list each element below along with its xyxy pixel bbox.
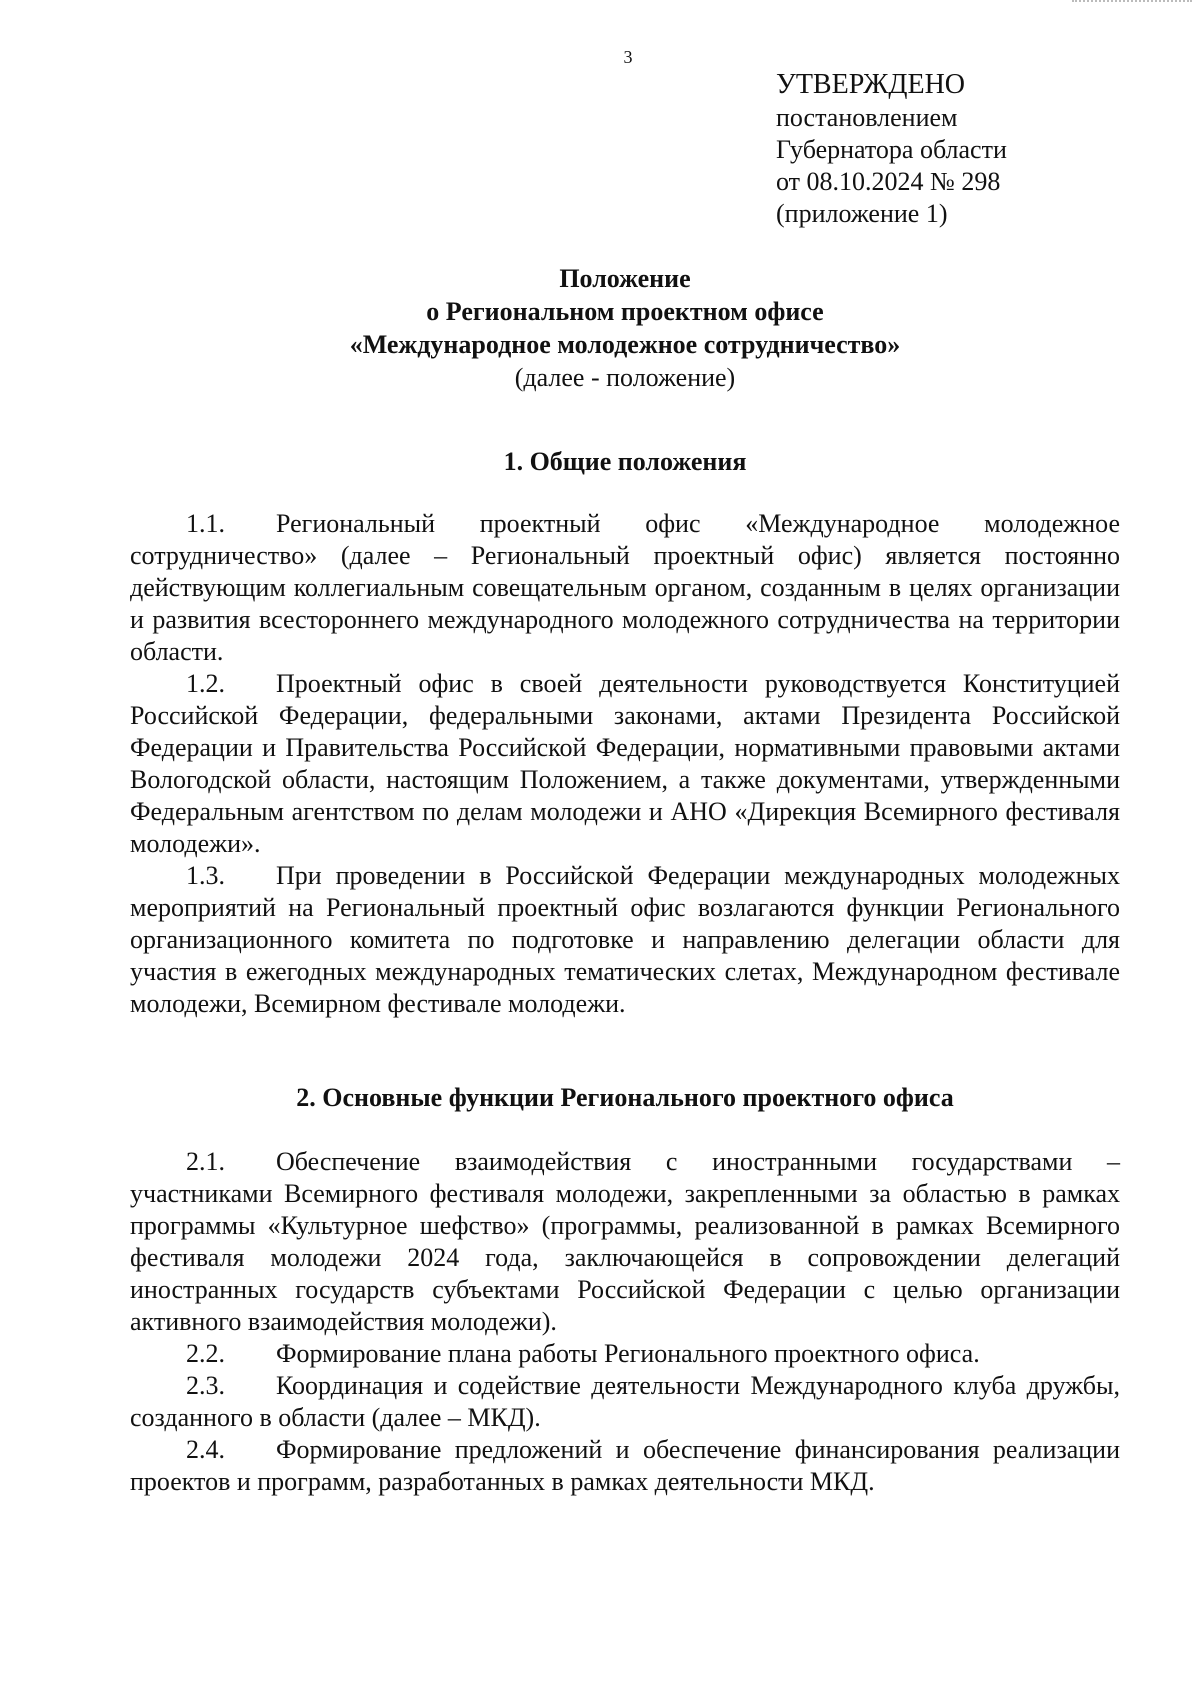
paragraph-2-3 xyxy=(130,1370,1120,1434)
scan-edge-mark xyxy=(1072,0,1192,6)
paragraph-1-1 xyxy=(130,508,1120,668)
title-line-2: о Региональном проектном офисе xyxy=(426,297,824,326)
paragraph-number: 2.3. xyxy=(186,1371,225,1400)
paragraph-text: Обеспечение взаимодействия с иностранными государствами – участниками Всемирного фестиваля молодежи, закрепленными за областью в рамках программы «Культурное шефство» (программы, реализованной в рамках Всемирного фестиваля молодежи 2024 года, заключающейся в сопровождении делегаций иностранных государств субъектами Российской Федерации с целью организации активного взаимодействия молодежи). xyxy=(130,1147,1120,1336)
paragraph-text: При проведении в Российской Федерации международных молодежных мероприятий на Региональный проектный офис возлагаются функции Регионального организационного комитета по подготовке и направлению делегации области для участия в ежегодных международных тематических слетах, Международном фестивале молодежи, Всемирном фестивале молодежи. xyxy=(130,861,1120,1018)
approval-line-4: (приложение 1) xyxy=(776,199,948,228)
paragraph-number: 1.2. xyxy=(186,669,225,698)
approval-heading: УТВЕРЖДЕНО xyxy=(776,69,966,100)
section-2-body xyxy=(130,1146,1120,1498)
approval-line-3: от 08.10.2024 № 298 xyxy=(776,167,1001,196)
title-line-1: Положение xyxy=(559,264,691,293)
paragraph-text: Формирование предложений и обеспечение финансирования реализации проектов и программ, разработанных в рамках деятельности МКД. xyxy=(130,1435,1120,1496)
section-2-heading: 2. Основные функции Регионального проектного офиса xyxy=(296,1083,954,1112)
paragraph-number: 2.4. xyxy=(186,1435,225,1464)
paragraph-2-2 xyxy=(130,1338,1120,1370)
approval-line-1: постановлением xyxy=(776,103,958,132)
section-1-body xyxy=(130,508,1120,1020)
paragraph-2-1 xyxy=(130,1146,1120,1338)
paragraph-text: Региональный проектный офис «Международное молодежное сотрудничество» (далее – Региональный проектный офис) является постоянно действующим коллегиальным совещательным органом, созданным в целях организации и развития всестороннего международного молодежного сотрудничества на территории области. xyxy=(130,509,1120,666)
section-1-heading: 1. Общие положения xyxy=(503,447,747,476)
paragraph-text: Проектный офис в своей деятельности руководствуется Конституцией Российской Федерации, федеральными законами, актами Президента Российской Федерации и Правительства Российской Федерации, нормативными правовыми актами Вологодской области, настоящим Положением, а также документами, утвержденными Федеральным агентством по делам молодежи и АНО «Дирекция Всемирного фестиваля молодежи». xyxy=(130,669,1120,858)
paragraph-text: Координация и содействие деятельности Международного клуба дружбы, созданного в области (далее – МКД). xyxy=(130,1371,1120,1432)
page-number: 3 xyxy=(623,47,633,67)
paragraph-2-4 xyxy=(130,1434,1120,1498)
paragraph-number: 1.1. xyxy=(186,509,225,538)
paragraph-number: 1.3. xyxy=(186,861,225,890)
approval-line-2: Губернатора области xyxy=(776,135,1007,164)
paragraph-text: Формирование плана работы Регионального проектного офиса. xyxy=(276,1339,980,1368)
paragraph-1-2 xyxy=(130,668,1120,860)
title-line-3: «Международное молодежное сотрудничество» xyxy=(349,330,901,359)
approval-stamp-block xyxy=(776,68,1156,230)
paragraph-number: 2.1. xyxy=(186,1147,225,1176)
document-title xyxy=(130,262,1120,394)
paragraph-number: 2.2. xyxy=(186,1339,225,1368)
paragraph-1-3 xyxy=(130,860,1120,1020)
title-line-4: (далее - положение) xyxy=(514,363,736,392)
